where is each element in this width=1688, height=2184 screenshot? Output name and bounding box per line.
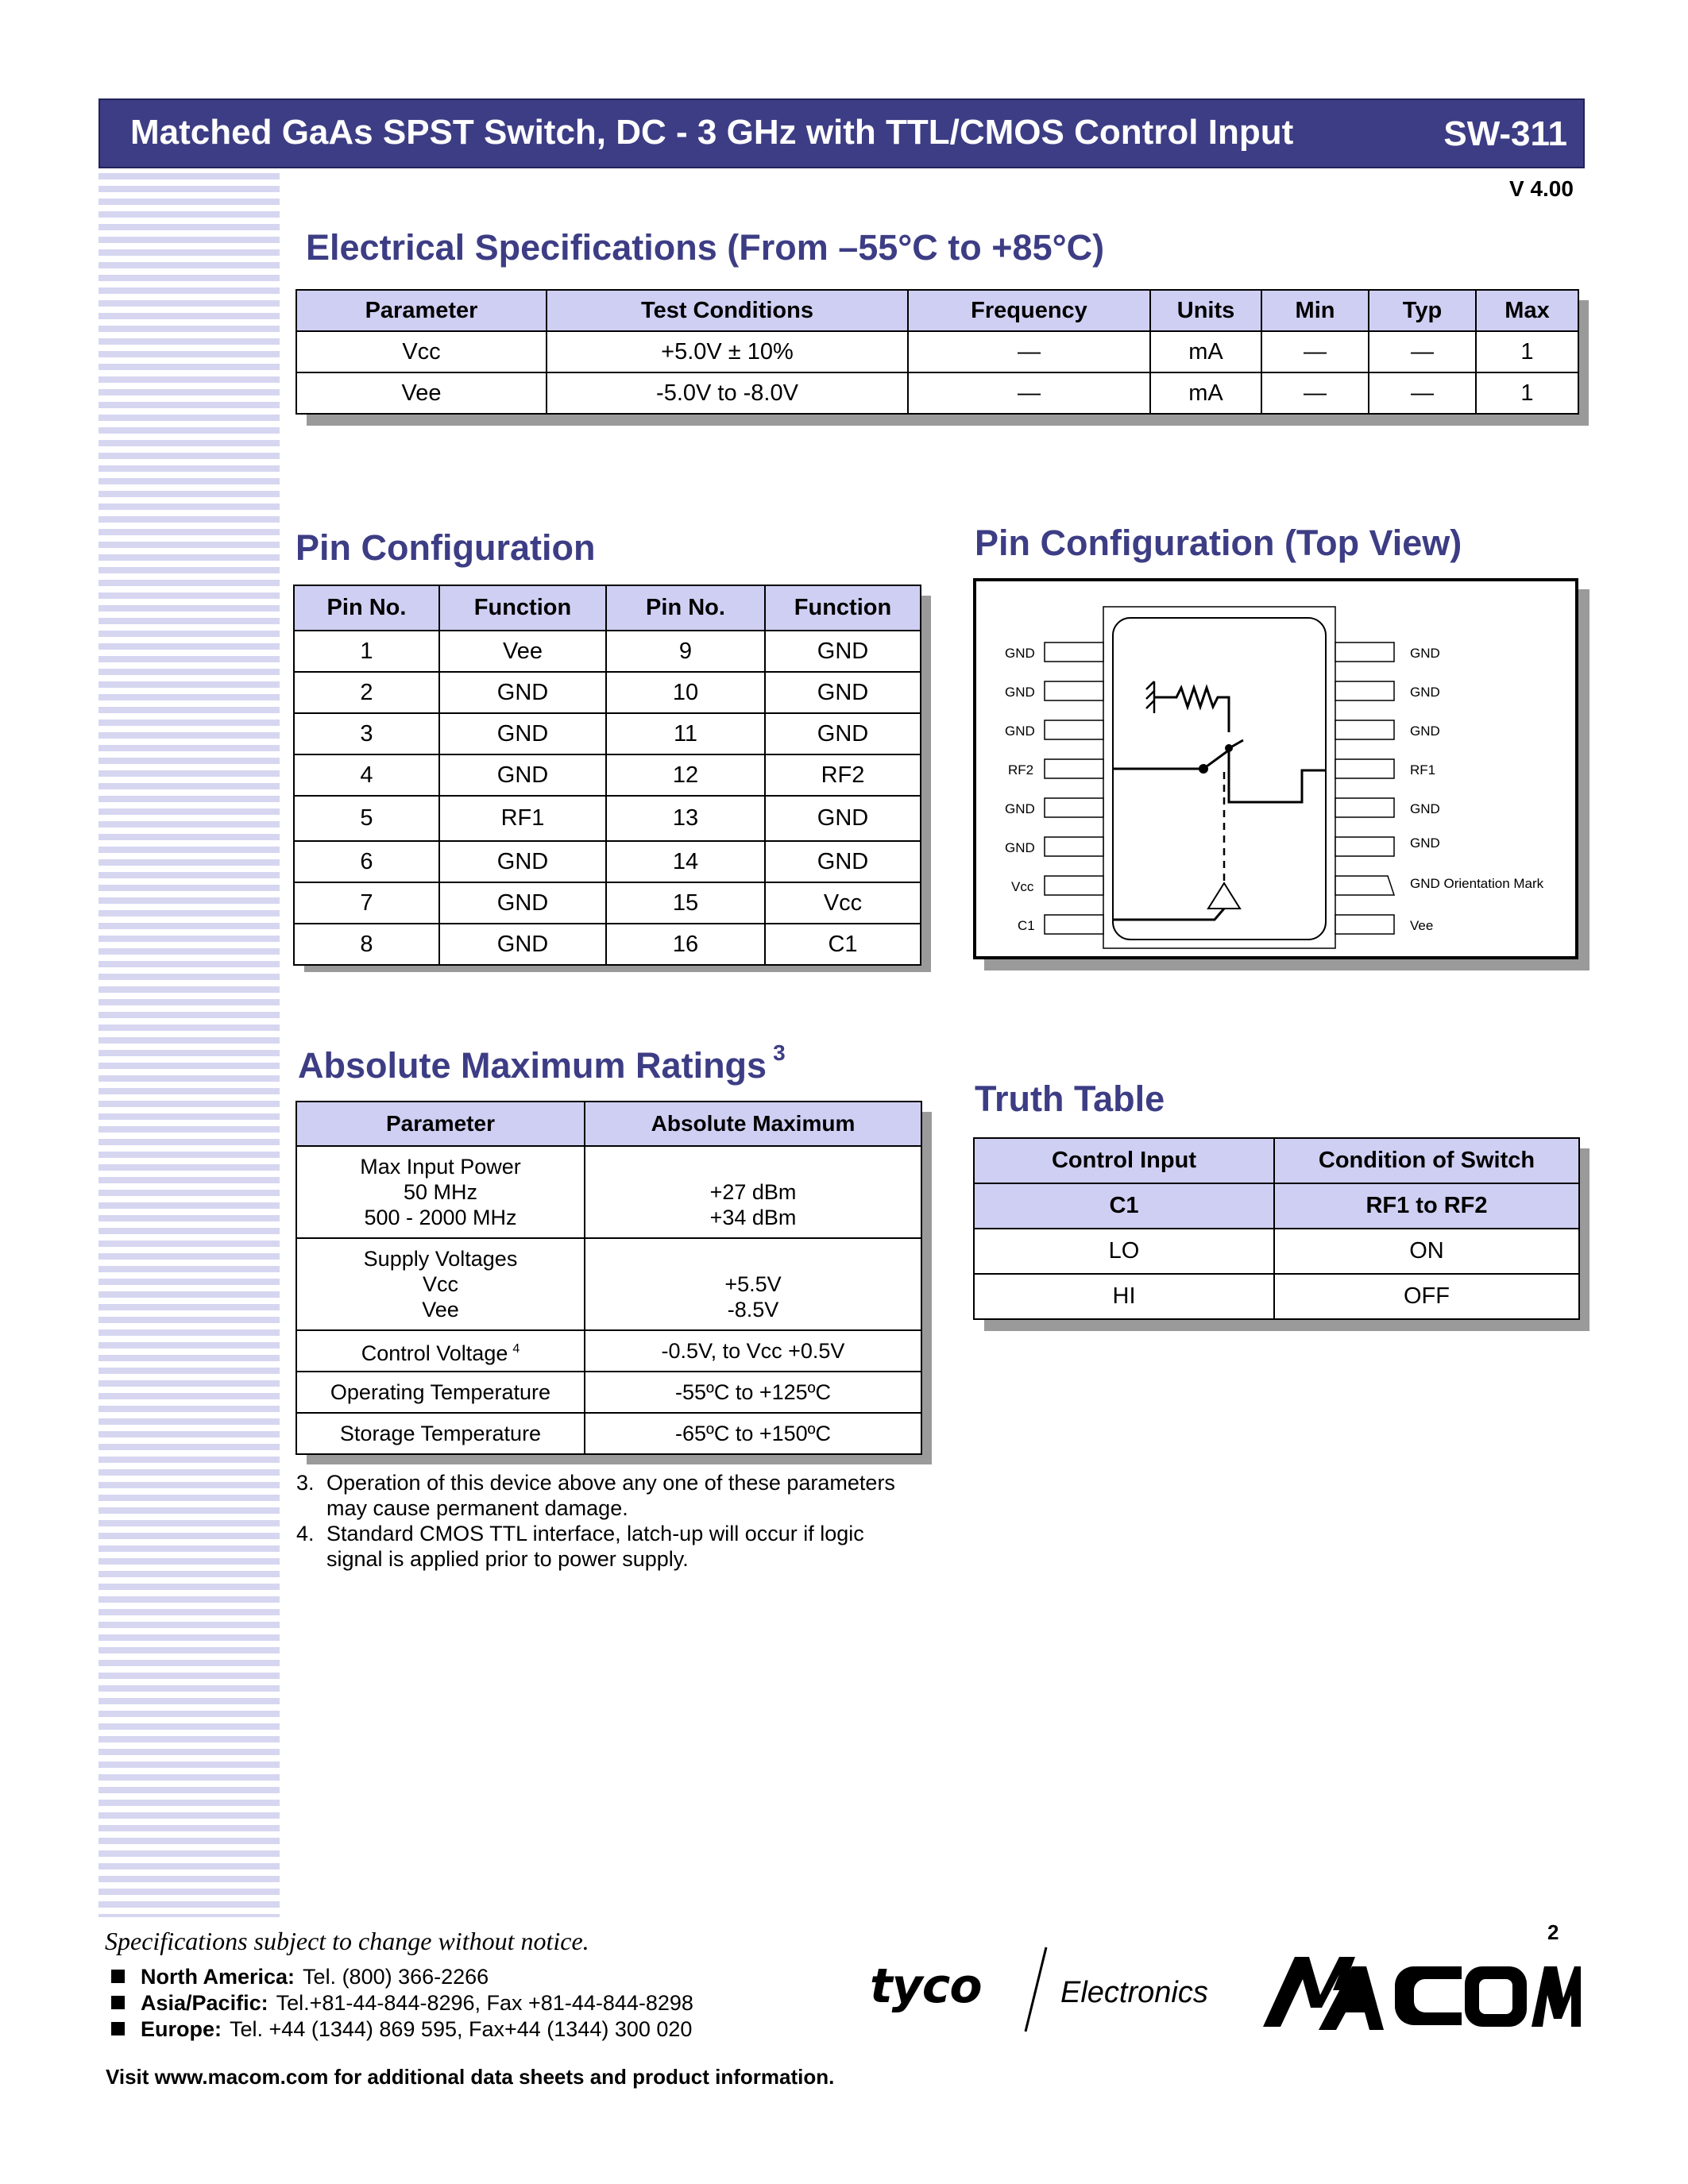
table-cell: Storage Temperature (296, 1413, 585, 1454)
document-title: Matched GaAs SPST Switch, DC - 3 GHz with TTL/CMOS Control Input (130, 113, 1294, 152)
pin-label: GND (1410, 685, 1440, 700)
table-cell: -0.5V, to Vcc +0.5V (585, 1330, 921, 1372)
table-cell: 15 (606, 882, 765, 924)
table-row (974, 1274, 1579, 1319)
table-cell: 3 (294, 713, 439, 754)
contact-europe (111, 2017, 692, 2042)
column-header: Control Input (974, 1138, 1274, 1183)
table-cell: GND (439, 882, 606, 924)
cell-line: -8.5V (727, 1298, 779, 1322)
decorative-stripe-band (98, 173, 280, 1917)
column-header: Function (765, 585, 921, 631)
cell-line (585, 1154, 921, 1179)
column-header: Function (439, 585, 606, 631)
table-cell: 13 (606, 796, 765, 841)
table-cell: GND (439, 924, 606, 965)
part-number: SW-311 (1443, 114, 1567, 153)
truth-table (973, 1137, 1580, 1320)
driver-buffer (1208, 883, 1240, 909)
contact-asia-pacific (111, 1991, 693, 2016)
ground-symbol (1146, 681, 1154, 713)
cell-line (585, 1246, 921, 1271)
top-view-title: Pin Configuration (Top View) (975, 523, 1462, 563)
electrical-specs-table (295, 289, 1579, 415)
table-cell: 4 (294, 754, 439, 796)
table-row (294, 713, 921, 754)
table-cell (296, 1238, 585, 1330)
table-cell: RF1 to RF2 (1274, 1183, 1579, 1229)
table-cell: GND (439, 672, 606, 713)
footnote-text: Standard CMOS TTL interface, latch-up will occur if logic (326, 1522, 864, 1545)
bullet-square-icon (111, 1970, 125, 1983)
cell-line: Vcc (422, 1272, 458, 1296)
pin-label: C1 (1018, 918, 1035, 933)
table-cell: LO (974, 1229, 1274, 1274)
table-cell: 5 (294, 796, 439, 841)
table-cell: RF2 (765, 754, 921, 796)
pin-label: Vcc (1011, 879, 1034, 894)
table-row (296, 1146, 921, 1238)
pin-label: RF1 (1410, 762, 1436, 778)
contact-label: Asia/Pacific: (141, 1991, 268, 2015)
contact-text: Tel. (800) 366-2266 (303, 1965, 489, 1989)
footnote-line: signal is applied prior to power supply. (326, 1547, 689, 1571)
table-cell: 1 (1476, 372, 1578, 414)
pin-label: GND (1410, 646, 1440, 661)
table-cell: 1 (1476, 331, 1578, 372)
contact-text: Tel. +44 (1344) 869 595, Fax+44 (1344) 300 020 (230, 2017, 693, 2041)
table-cell: — (1369, 372, 1476, 414)
electrical-specs-title: Electrical Specifications (From –55°C to +85°C) (306, 227, 1105, 268)
pinout-diagram (973, 578, 1578, 959)
table-cell: +5.0V ± 10% (547, 331, 908, 372)
cell-line: +27 dBm (709, 1180, 797, 1204)
table-header-row (974, 1138, 1579, 1183)
table-cell: Operating Temperature (296, 1372, 585, 1413)
footnote-number: 3. (296, 1471, 315, 1495)
table-cell: HI (974, 1274, 1274, 1319)
table-cell: — (1261, 331, 1369, 372)
version-label: V 4.00 (1509, 176, 1574, 201)
pin-label: GND (1005, 646, 1035, 661)
cell-line: +34 dBm (709, 1206, 797, 1229)
page-number: 2 (1547, 1920, 1559, 1944)
table-cell (585, 1238, 921, 1330)
table-cell: mA (1150, 372, 1261, 414)
table-cell: Vee (439, 631, 606, 672)
cell-text: Control Voltage (361, 1341, 508, 1365)
abs-max-table (295, 1101, 922, 1455)
contact-text: Tel.+81-44-844-8296, Fax +81-44-844-8298 (276, 1991, 693, 2015)
contact-label: North America: (141, 1965, 295, 1989)
cell-line: +5.5V (724, 1272, 782, 1296)
table-cell: 11 (606, 713, 765, 754)
change-notice: Specifications subject to change without notice. (105, 1927, 589, 1955)
table-cell: OFF (1274, 1274, 1579, 1319)
table-row (974, 1229, 1579, 1274)
table-cell: C1 (974, 1183, 1274, 1229)
table-cell: GND (765, 631, 921, 672)
electronics-wordmark: Electronics (1060, 1976, 1208, 2009)
website-note: Visit www.macom.com for additional data sheets and product information. (106, 2065, 835, 2089)
table-cell: 10 (606, 672, 765, 713)
footnote-line: may cause permanent damage. (326, 1496, 628, 1520)
table-cell: GND (439, 713, 606, 754)
table-cell: GND (765, 841, 921, 882)
column-header: Typ (1369, 290, 1476, 331)
table-header-row (294, 585, 921, 631)
table-cell: 6 (294, 841, 439, 882)
cell-line: Supply Voltages (363, 1247, 518, 1271)
switch-circuit (1113, 688, 1326, 920)
cell-line: 500 - 2000 MHz (364, 1206, 517, 1229)
tyco-electronics-logo (870, 1943, 1223, 2038)
table-cell: mA (1150, 331, 1261, 372)
table-cell: 7 (294, 882, 439, 924)
pin-config-table (293, 585, 921, 966)
table-row (294, 924, 921, 965)
pin-label: GND (1005, 685, 1035, 700)
column-header: Absolute Maximum (585, 1102, 921, 1146)
table-row (296, 1413, 921, 1454)
table-row (294, 841, 921, 882)
table-header-row (296, 290, 1578, 331)
pin-label: GND (1005, 723, 1035, 739)
footnote-line (296, 1521, 895, 1546)
abs-max-ratings-title-text: Absolute Maximum Ratings (298, 1045, 767, 1086)
pin-config-title: Pin Configuration (295, 527, 596, 568)
tyco-wordmark: tyco (870, 1958, 982, 2014)
table-row (296, 331, 1578, 372)
footnote-text: Operation of this device above any one of these parameters (326, 1471, 895, 1495)
contact-north-america (111, 1965, 489, 1989)
column-header: Parameter (296, 1102, 585, 1146)
table-subheader-row (974, 1183, 1579, 1229)
table-cell: 14 (606, 841, 765, 882)
footnote-number: 4. (296, 1522, 315, 1545)
column-header: Units (1150, 290, 1261, 331)
table-row (296, 372, 1578, 414)
table-cell: 8 (294, 924, 439, 965)
table-cell: — (908, 331, 1150, 372)
table-cell: GND (765, 713, 921, 754)
table-row (296, 1330, 921, 1372)
pinout-diagram-drawing (976, 581, 1575, 956)
table-cell: — (908, 372, 1150, 414)
pin-label: GND (1005, 801, 1035, 816)
table-cell: Vcc (296, 331, 547, 372)
footnote-ref: 3 (773, 1040, 786, 1065)
column-header: Condition of Switch (1274, 1138, 1579, 1183)
macom-logo (1263, 1951, 1581, 2038)
table-cell: GND (765, 796, 921, 841)
column-header: Test Conditions (547, 290, 908, 331)
column-header: Min (1261, 290, 1369, 331)
table-cell: GND (765, 672, 921, 713)
table-cell: RF1 (439, 796, 606, 841)
truth-table-title: Truth Table (975, 1078, 1165, 1119)
table-row (294, 672, 921, 713)
pin-label: GND Orientation Mark (1410, 876, 1544, 891)
table-cell: — (1369, 331, 1476, 372)
table-row (294, 882, 921, 924)
footnote-ref: 4 (512, 1341, 520, 1356)
table-cell: ON (1274, 1229, 1579, 1274)
right-pin-pads (1335, 642, 1394, 934)
header-bar (98, 98, 1585, 168)
footnote-3 (296, 1470, 895, 1572)
table-row (296, 1238, 921, 1330)
table-cell: 2 (294, 672, 439, 713)
cell-line: 50 MHz (403, 1180, 478, 1204)
table-cell: 16 (606, 924, 765, 965)
table-cell (296, 1146, 585, 1238)
column-header: Pin No. (606, 585, 765, 631)
switch-contact (1225, 744, 1233, 752)
table-cell: Vee (296, 372, 547, 414)
pin-label: RF2 (1008, 762, 1034, 778)
table-row (296, 1372, 921, 1413)
table-cell: 1 (294, 631, 439, 672)
cell-line: Max Input Power (360, 1155, 521, 1179)
footnote-line (296, 1470, 895, 1495)
column-header: Pin No. (294, 585, 439, 631)
table-cell: -65ºC to +150ºC (585, 1413, 921, 1454)
table-row (294, 754, 921, 796)
table-cell: -5.0V to -8.0V (547, 372, 908, 414)
table-cell: C1 (765, 924, 921, 965)
table-row (294, 631, 921, 672)
table-cell: -55ºC to +125ºC (585, 1372, 921, 1413)
pin-label: Vee (1410, 918, 1434, 933)
pin-label: GND (1410, 723, 1440, 739)
bullet-square-icon (111, 2022, 125, 2035)
table-cell (585, 1146, 921, 1238)
pin-label: GND (1410, 835, 1440, 851)
table-cell: GND (439, 841, 606, 882)
table-cell (296, 1330, 585, 1372)
abs-max-ratings-title (298, 1040, 786, 1086)
table-cell: 12 (606, 754, 765, 796)
table-cell: 9 (606, 631, 765, 672)
column-header: Frequency (908, 290, 1150, 331)
table-header-row (296, 1102, 921, 1146)
left-pin-pads (1045, 642, 1103, 934)
table-cell: Vcc (765, 882, 921, 924)
switch-contact (1199, 764, 1208, 774)
bullet-square-icon (111, 1996, 125, 2009)
column-header: Max (1476, 290, 1578, 331)
column-header: Parameter (296, 290, 547, 331)
logo-slash-icon (1019, 1943, 1051, 2038)
contact-label: Europe: (141, 2017, 222, 2041)
cell-line: Vee (422, 1298, 459, 1322)
pin-label: GND (1005, 840, 1035, 855)
table-row (294, 796, 921, 841)
table-cell: GND (439, 754, 606, 796)
table-cell: — (1261, 372, 1369, 414)
pin-label: GND (1410, 801, 1440, 816)
macom-logo-mark (1263, 1951, 1581, 2038)
